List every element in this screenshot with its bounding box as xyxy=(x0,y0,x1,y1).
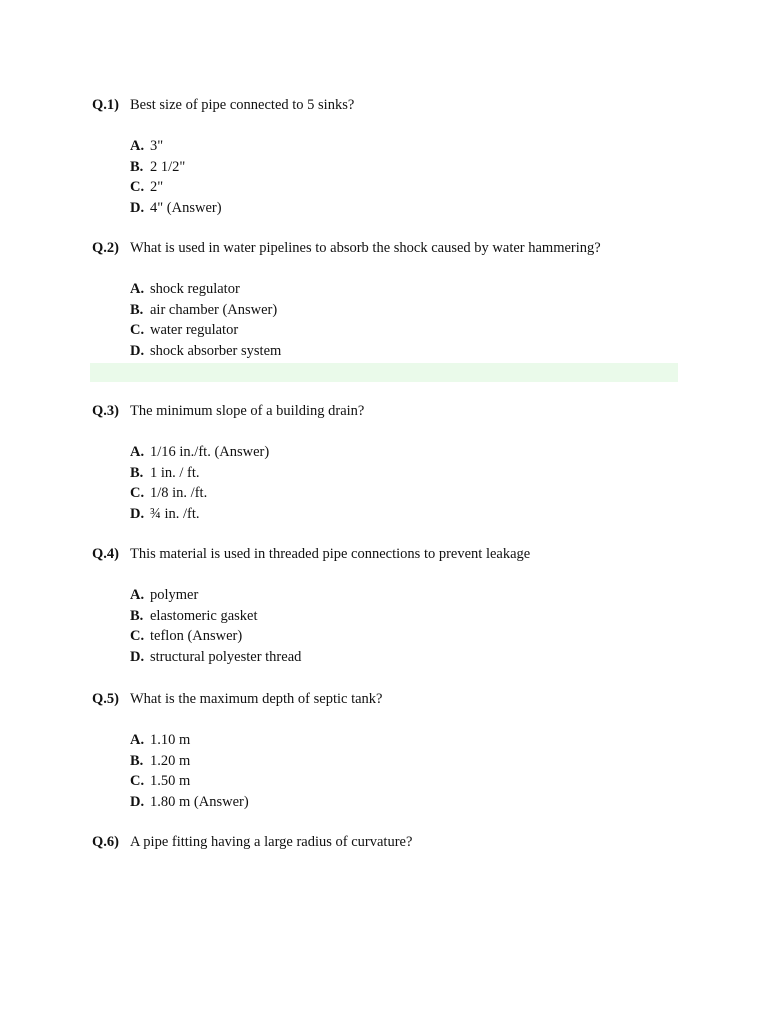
question-number: Q.3) xyxy=(92,403,119,419)
option-b xyxy=(130,606,708,627)
option-b xyxy=(130,157,708,178)
option-text: 1.10 m xyxy=(150,732,191,748)
option-letter: A. xyxy=(130,138,145,154)
option-letter: C. xyxy=(130,179,145,196)
option-a xyxy=(130,442,708,463)
option-c xyxy=(130,626,708,647)
question-number: Q.1) xyxy=(92,97,119,113)
option-c xyxy=(130,177,708,198)
question-text: This material is used in threaded pipe connections to prevent leakage xyxy=(130,546,531,562)
option-d xyxy=(130,341,708,362)
option-b xyxy=(130,300,708,321)
option-text: elastomeric gasket xyxy=(150,607,258,624)
option-letter: D. xyxy=(130,505,145,522)
option-a xyxy=(130,136,708,157)
option-text: 1.20 m xyxy=(150,752,191,769)
option-letter: B. xyxy=(130,607,144,624)
question-number: Q.6) xyxy=(92,834,119,850)
question-6 xyxy=(92,832,708,852)
highlight-band xyxy=(90,363,678,382)
option-b xyxy=(130,463,708,484)
options-list xyxy=(130,585,708,667)
option-text: air chamber (Answer) xyxy=(150,301,278,318)
option-letter: C. xyxy=(130,485,145,502)
question-text: The minimum slope of a building drain? xyxy=(130,403,365,419)
question-3 xyxy=(92,401,708,524)
option-c xyxy=(130,320,708,341)
option-c xyxy=(130,771,708,792)
option-text: shock absorber system xyxy=(150,342,282,359)
option-text: 1.80 m (Answer) xyxy=(150,793,249,810)
option-letter: B. xyxy=(130,158,144,175)
option-letter: A. xyxy=(130,732,145,748)
option-c xyxy=(130,483,708,504)
question-text: A pipe fitting having a large radius of curvature? xyxy=(130,834,413,850)
option-letter: C. xyxy=(130,322,145,339)
option-text: 1/8 in. /ft. xyxy=(150,485,208,502)
option-d xyxy=(130,504,708,525)
option-a xyxy=(130,730,708,751)
option-text: shock regulator xyxy=(150,281,240,297)
options-list xyxy=(130,279,708,361)
option-text: structural polyester thread xyxy=(150,648,302,665)
question-1 xyxy=(92,95,708,218)
option-text: 1.50 m xyxy=(150,773,191,790)
option-letter: A. xyxy=(130,444,145,460)
option-text: 3" xyxy=(150,138,164,154)
option-text: 1 in. / ft. xyxy=(150,464,200,481)
option-text: 2 1/2" xyxy=(150,158,186,175)
option-text: 4" (Answer) xyxy=(150,199,222,216)
option-b xyxy=(130,751,708,772)
option-text: teflon (Answer) xyxy=(150,628,243,645)
option-text: 2" xyxy=(150,179,164,196)
option-letter: A. xyxy=(130,281,145,297)
question-5 xyxy=(92,689,708,812)
question-text: What is the maximum depth of septic tank? xyxy=(130,691,383,707)
question-number: Q.2) xyxy=(92,240,119,256)
option-text: polymer xyxy=(150,587,199,603)
question-number: Q.4) xyxy=(92,546,119,562)
option-letter: D. xyxy=(130,342,145,359)
question-2 xyxy=(92,238,708,361)
option-letter: D. xyxy=(130,199,145,216)
question-number: Q.5) xyxy=(92,691,119,707)
option-d xyxy=(130,792,708,813)
option-letter: D. xyxy=(130,648,145,665)
question-text: What is used in water pipelines to absorb the shock caused by water hammering? xyxy=(130,240,601,256)
options-list xyxy=(130,136,708,218)
option-letter: C. xyxy=(130,628,145,645)
options-list xyxy=(130,442,708,524)
option-letter: B. xyxy=(130,752,144,769)
option-text: water regulator xyxy=(150,322,239,339)
option-letter: B. xyxy=(130,464,144,481)
option-a xyxy=(130,585,708,606)
question-4 xyxy=(92,544,708,667)
option-text: ¾ in. /ft. xyxy=(150,505,200,522)
option-d xyxy=(130,647,708,668)
option-letter: C. xyxy=(130,773,145,790)
options-list xyxy=(130,730,708,812)
option-letter: D. xyxy=(130,793,145,810)
option-d xyxy=(130,198,708,219)
option-text: 1/16 in./ft. (Answer) xyxy=(150,444,270,460)
option-letter: A. xyxy=(130,587,145,603)
option-a xyxy=(130,279,708,300)
option-letter: B. xyxy=(130,301,144,318)
question-text: Best size of pipe connected to 5 sinks? xyxy=(130,97,355,113)
